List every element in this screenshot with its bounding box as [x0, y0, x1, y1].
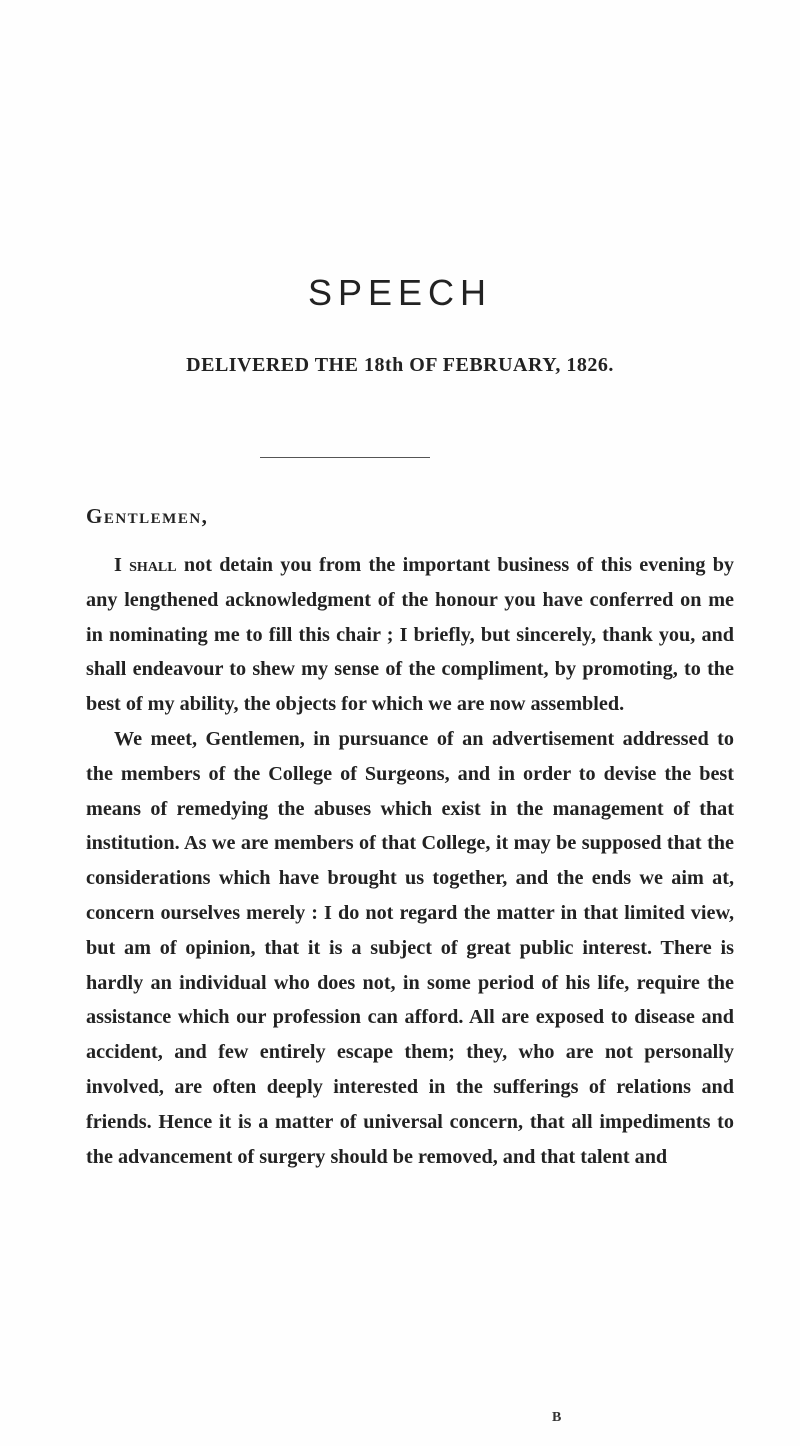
page-subtitle: DELIVERED THE 18th OF FEBRUARY, 1826.: [186, 354, 614, 376]
paragraph-1-smallcaps: shall: [129, 554, 177, 576]
signature-mark: B: [552, 1410, 562, 1425]
paragraph-1-first-word: I: [114, 554, 122, 576]
divider-rule: [260, 457, 430, 458]
paragraph-1-text: not detain you from the important business of this evening by any lengthened acknowledgment of the honour you have conferred on me in nominating me to fill this chair ; I briefly, but sincerely, thank you, and shall endeavour to shew my sense of the compliment, by promoting, to the best of my ability, the objects for which we are now assembled.: [86, 554, 735, 716]
page-title: SPEECH: [307, 272, 493, 313]
paragraph-2: We meet, Gentlemen, in pursuance of an advertisement addressed to the members of the College of Surgeons, and in order to devise the best means of remedying the abuses which exist in the management of that institution. As we are members of that College, it may be supposed that the considerations which have brought us together, and the ends we aim at, concern ourselves merely : I do not regard the matter in that limited view, but am of opinion, that it is a subject of great public interest. There is hardly an individual who does not, in some period of his life, require the assistance which our profession can afford. All are exposed to disease and accident, and few entirely escape them; they, who are not personally involved, are often deeply interested in the sufferings of relations and friends. Hence it is a matter of universal concern, that all impediments to the advancement of surgery should be removed, and that talent and: [86, 727, 734, 1168]
speech-body: [86, 548, 734, 1174]
paragraph-1: [86, 548, 734, 722]
salutation: Gentlemen,: [86, 504, 209, 528]
